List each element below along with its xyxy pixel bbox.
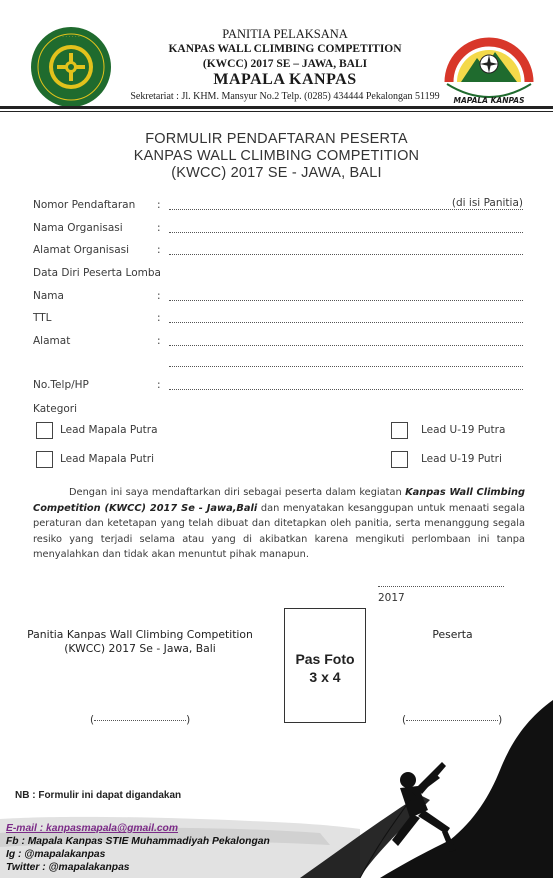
header-event: KANPAS WALL CLIMBING COMPETITION [168,43,402,55]
date-fill-line[interactable] [378,586,504,587]
fill-line[interactable] [169,209,523,210]
field-nama[interactable] [33,290,523,306]
svg-text:· · · · · ·: · · · · · · [62,34,80,40]
footer-note: NB : Formulir ini dapat digandakan [15,790,182,801]
note-filled-by-committee: (di isi Panitia) [451,197,523,209]
fill-line[interactable] [169,232,523,233]
label-alamat: Alamat [33,335,71,347]
colon: : [157,312,161,324]
university-logo [30,26,112,108]
colon: : [157,244,161,256]
header-event-code: (KWCC) 2017 SE – JAWA, BALI [202,58,368,70]
contact-instagram: Ig : @mapalakanpas [6,849,106,860]
form-title-line2: KANPAS WALL CLIMBING COMPETITION [133,148,420,164]
header-rule-thin [0,111,553,112]
checkbox-label: Lead Mapala Putri [60,453,154,465]
label-kategori: Kategori [33,403,78,415]
header-org: PANITIA PELAKSANA [222,27,348,41]
committee-name-line[interactable] [90,714,190,726]
fill-line[interactable] [169,322,523,323]
fill-line[interactable] [169,254,523,255]
statement-part1: Dengan ini saya mendaftarkan diri sebagai peserta dalam kegiatan [69,487,406,498]
field-alamat-organisasi[interactable] [33,244,523,260]
field-alamat-line2[interactable] [169,366,523,367]
paren-close: ) [498,714,503,726]
paren-open: ( [90,714,95,726]
date-year: 2017 [378,592,405,604]
participant-label: Peserta [432,628,473,641]
label-nama: Nama [33,290,64,302]
label-ttl: TTL [33,312,52,324]
form-title-line3: (KWCC) 2017 SE - JAWA, BALI [171,165,382,181]
checkbox-box[interactable] [391,422,408,439]
checkbox-box[interactable] [36,451,53,468]
checkbox-label: Lead Mapala Putra [60,424,158,436]
photo-label: Pas Foto [295,651,355,667]
header-secretariat: Sekretariat : Jl. KHM. Mansyur No.2 Telp. (0285) 434444 Pekalongan 51199 [130,91,440,102]
colon: : [157,290,161,302]
header-club-name: MAPALA KANPAS [213,71,357,88]
statement-part2: dan menyatakan kesanggupan untuk menaati segala peraturan dan ketetapan yang telah dibuat dan ditetapkan oleh panitia, serta menanggung segala resiko yang terjadi selama atau yang di akibatkan karena mengikuti perlombaan ini tanpa menyalahkan dan tidak akan menuntut pihak manapun. [33,502,525,560]
checkbox-label: Lead U-19 Putri [421,453,502,465]
contact-email[interactable]: E-mail : kanpasmapala@gmail.com [6,823,178,834]
paren-open: ( [402,714,407,726]
colon: : [157,199,161,211]
contact-twitter: Twitter : @mapalakanpas [6,862,130,873]
name-fill-line[interactable] [94,720,186,721]
label-telp: No.Telp/HP [33,379,89,391]
field-telp[interactable] [33,379,523,395]
contact-facebook: Fb : Mapala Kanpas STIE Muhammadiyah Pekalongan [6,836,270,847]
committee-signature-block [20,628,260,656]
field-ttl[interactable] [33,312,523,328]
logo-right-caption: MAPALA KANPAS [453,96,525,105]
label-data-diri: Data Diri Peserta Lomba [33,267,161,279]
paren-close: ) [186,714,191,726]
mapala-kanpas-logo [443,24,535,108]
committee-line2: (KWCC) 2017 Se - Jawa, Bali [64,642,216,655]
colon: : [157,379,161,391]
photo-size: 3 x 4 [309,669,341,685]
label-nama-organisasi: Nama Organisasi [33,222,123,234]
fill-line[interactable] [169,345,523,346]
checkbox-box[interactable] [391,451,408,468]
fill-line[interactable] [169,300,523,301]
label-alamat-organisasi: Alamat Organisasi [33,244,130,256]
checkbox-box[interactable] [36,422,53,439]
form-title-line1: FORMULIR PENDAFTARAN PESERTA [145,131,408,147]
field-alamat[interactable] [33,335,523,351]
committee-line1: Panitia Kanpas Wall Climbing Competition [27,628,253,641]
label-nomor-pendaftaran: Nomor Pendaftaran [33,199,136,211]
colon: : [157,222,161,234]
statement-event-name: Kanpas Wall Climbing Competition (KWCC) 2017 Se - Jawa,Bali [33,487,525,514]
date-line[interactable] [378,580,528,604]
field-nama-organisasi[interactable] [33,222,523,238]
declaration-statement [33,485,525,563]
field-nomor-pendaftaran[interactable] [33,199,523,215]
header-rule-thick [0,106,553,109]
checkbox-label: Lead U-19 Putra [421,424,506,436]
letterhead [0,0,553,112]
fill-line[interactable] [169,389,523,390]
colon: : [157,335,161,347]
